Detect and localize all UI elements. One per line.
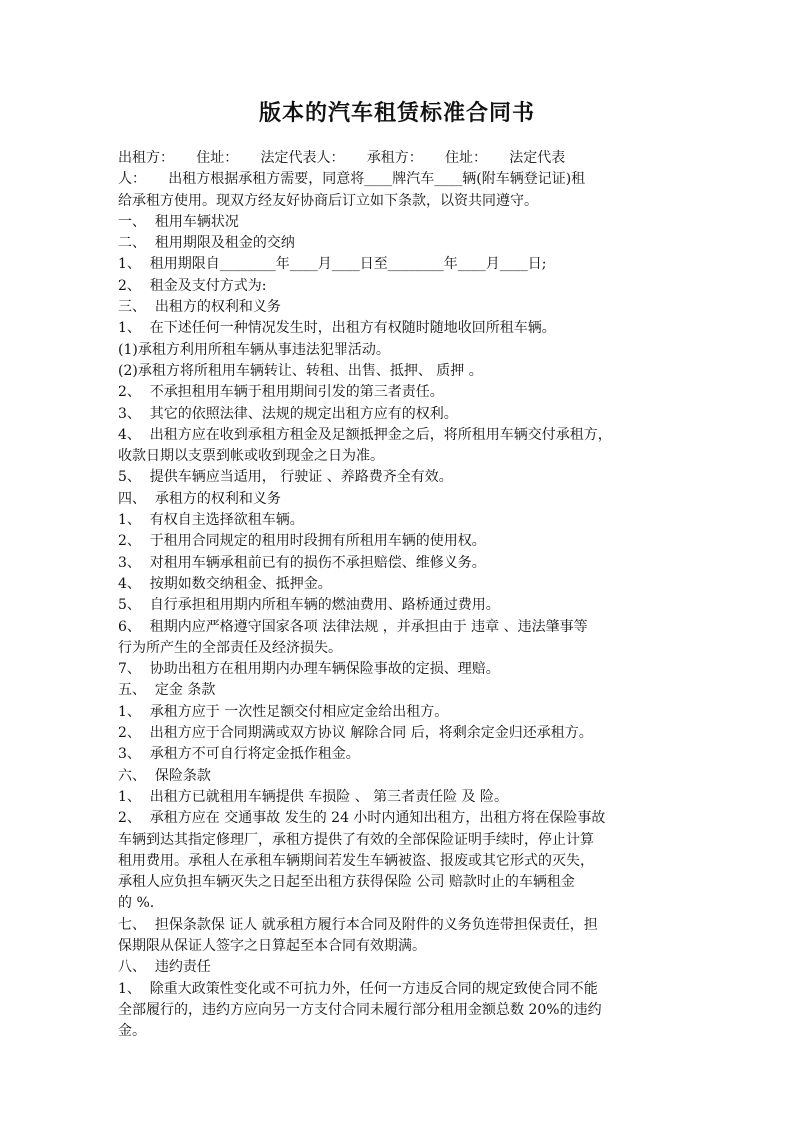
text-line: 七、 担保条款保 证人 就承租方履行本合同及附件的义务负连带担保责任，担 bbox=[118, 916, 598, 933]
text-line: 5、 自行承担租用期内所租车辆的燃油费用、路桥通过费用。 bbox=[118, 597, 500, 614]
text-line: 人： 出租方根据承租方需要，同意将____牌汽车____辆(附车辆登记证)租 bbox=[118, 171, 586, 188]
text-line: 3、 其它的依照法律、法规的规定出租方应有的权利。 bbox=[118, 405, 458, 422]
text-line: 2、 出租方应于合同期满或双方协议 解除合同 后，将剩余定金归还承租方。 bbox=[118, 725, 593, 742]
text-line: 2、 不承担租用车辆于租用期间引发的第三者责任。 bbox=[118, 384, 444, 401]
text-line: (1)承租方利用所租车辆从事违法犯罪活动。 bbox=[118, 341, 390, 358]
text-line: 一、 租用车辆状况 bbox=[118, 213, 239, 230]
text-line: 2、 于租用合同规定的租用时段拥有所租用车辆的使用权。 bbox=[118, 533, 486, 550]
text-line: 三、 出租方的权利和义务 bbox=[118, 299, 281, 316]
text-line: 金。 bbox=[118, 1023, 146, 1040]
text-line: 四、 承租方的权利和义务 bbox=[118, 490, 281, 507]
text-line: 二、 租用期限及租金的交纳 bbox=[118, 235, 295, 252]
text-line: 2、 租金及支付方式为: bbox=[118, 277, 267, 294]
text-line: 1、 除重大政策性变化或不可抗力外，任何一方违反合同的规定致使合同不能 bbox=[118, 980, 598, 997]
text-line: 八、 违约责任 bbox=[118, 959, 211, 976]
text-line: 的 %. bbox=[118, 895, 155, 912]
text-line: 1、 承租方应于 一次性足额交付相应定金给出租方。 bbox=[118, 703, 449, 720]
text-line: 4、 出租方应在收到承租方租金及足额抵押金之后，将所租用车辆交付承租方， bbox=[118, 426, 612, 443]
text-line: 1、 在下述任何一种情况发生时，出租方有权随时随地收回所租车辆。 bbox=[118, 320, 556, 337]
text-line: 五、 定金 条款 bbox=[118, 682, 216, 699]
document-body bbox=[118, 148, 683, 1042]
text-line: 3、 承租方不可自行将定金抵作租金。 bbox=[118, 746, 360, 763]
text-line: 全部履行的，违约方应向另一方支付合同未履行部分租用金额总数 20%的违约 bbox=[118, 1001, 602, 1018]
text-line: 5、 提供车辆应当适用， 行驶证 、养路费齐全有效。 bbox=[118, 469, 453, 486]
text-line: 行为所产生的全部责任及经济损失。 bbox=[118, 639, 342, 656]
text-line: 出租方： 住址： 法定代表人： 承租方： 住址： 法定代表 bbox=[118, 150, 566, 166]
document-title: 版本的汽车租赁标准合同书 bbox=[258, 100, 535, 126]
text-line: 收款日期以支票到帐或收到现金之日为准。 bbox=[118, 448, 384, 465]
text-line: 7、 协助出租方在租用期内办理车辆保险事故的定损、理赔。 bbox=[118, 661, 500, 678]
text-line: 1、 有权自主选择欲租车辆。 bbox=[118, 512, 304, 529]
text-line: 2、 承租方应在 交通事故 发生的 24 小时内通知出租方，出租方将在保险事故 bbox=[118, 810, 606, 827]
text-line: 车辆到达其指定修理厂，承租方提供了有效的全部保险证明手续时，停止计算 bbox=[118, 831, 594, 848]
text-line: 1、 出租方已就租用车辆提供 车损险 、 第三者责任险 及 险。 bbox=[118, 788, 509, 805]
text-line: 给承租方使用。现双方经友好协商后订立如下条款，以资共同遵守。 bbox=[118, 192, 538, 209]
text-line: 1、 租用期限自________年____月____日至________年____月____日; bbox=[118, 256, 547, 273]
text-line: 保期限从保证人签字之日算起至本合同有效期满。 bbox=[118, 937, 426, 954]
text-line: 4、 按期如数交纳租金、抵押金。 bbox=[118, 575, 332, 592]
text-line: 承租人应负担车辆灭失之日起至出租方获得保险 公司 赔款时止的车辆租金 bbox=[118, 874, 575, 891]
text-line: (2)承租方将所租用车辆转让、转租、出售、抵押、 质押 。 bbox=[118, 362, 483, 379]
text-line: 租用费用。承租人在承租车辆期间若发生车辆被盗、报废或其它形式的灭失， bbox=[118, 852, 594, 869]
text-line: 3、 对租用车辆承租前已有的损伤不承担赔偿、维修义务。 bbox=[118, 554, 486, 571]
text-line: 六、 保险条款 bbox=[118, 767, 211, 784]
text-line: 6、 租期内应严格遵守国家各项 法律法规 ，并承担由于 违章 、违法肇事等 bbox=[118, 618, 588, 635]
